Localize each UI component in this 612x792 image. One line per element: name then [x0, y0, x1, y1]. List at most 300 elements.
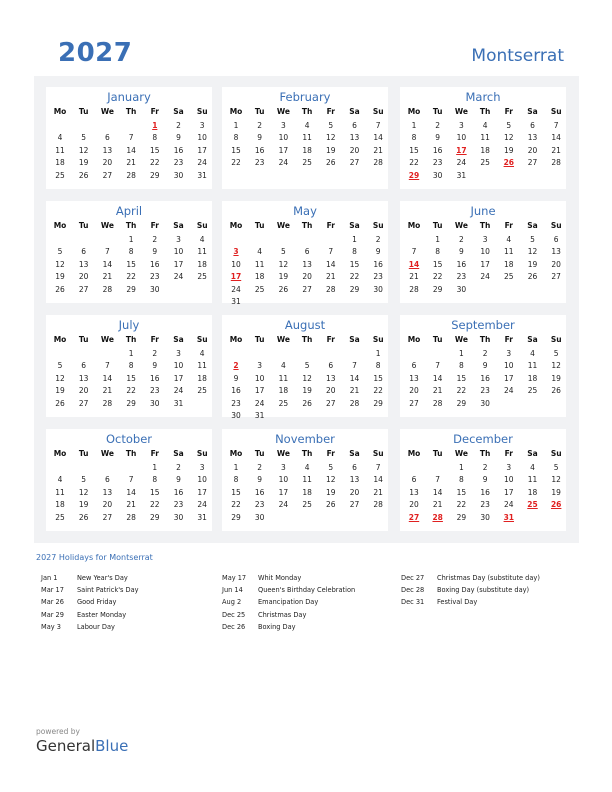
calendar-day: 19 [504, 145, 514, 155]
calendar-day: 2 [459, 235, 464, 244]
calendar-day: 20 [78, 386, 89, 396]
calendar-day: 24 [278, 500, 289, 510]
calendar-day: 16 [456, 259, 467, 269]
weekday-header [46, 335, 212, 347]
calendar-day: 15 [150, 145, 160, 155]
calendar-day: 5 [81, 133, 87, 143]
calendar-day: 12 [55, 373, 65, 383]
holiday-name: Christmas Day [258, 610, 307, 619]
calendar-day: 2 [257, 121, 263, 130]
calendar-day: 5 [328, 121, 334, 130]
weekday-label: We [454, 221, 468, 230]
weekday-label: Tu [254, 335, 265, 344]
calendar-day: 4 [506, 235, 512, 244]
calendar-day: 27 [102, 512, 113, 522]
calendar-day: 11 [197, 247, 207, 257]
calendar-day: 31 [197, 170, 207, 180]
weekday-header [222, 107, 388, 119]
calendar-day: 17 [197, 487, 207, 497]
calendar-day: 21 [349, 386, 360, 396]
calendar-day: 1 [128, 235, 134, 244]
weekday-label: Sa [173, 449, 184, 458]
calendar-day: 6 [530, 121, 535, 130]
holiday-date: 25 [527, 500, 538, 510]
weekday-label: Tu [78, 107, 89, 116]
calendar-day: 16 [254, 145, 265, 155]
month-title: September [451, 318, 515, 332]
calendar-day: 8 [459, 361, 464, 371]
weekday-label: Sa [349, 335, 360, 344]
calendar-day: 27 [349, 500, 360, 510]
weekday-header [46, 107, 212, 119]
calendar-day: 11 [55, 145, 65, 155]
calendar-day: 17 [504, 373, 514, 383]
calendar-day: 15 [231, 145, 241, 155]
calendar-day: 28 [432, 398, 443, 408]
calendar-day: 19 [278, 272, 289, 282]
calendar-day: 2 [375, 235, 381, 244]
calendar-day: 14 [326, 259, 336, 269]
weekday-label: Th [479, 221, 491, 230]
calendar-day: 30 [173, 512, 184, 522]
calendar-day: 13 [349, 475, 360, 485]
calendar-day: 18 [55, 158, 65, 168]
calendar-day: 30 [432, 170, 443, 180]
calendar-day: 15 [432, 259, 443, 269]
calendar-day: 21 [551, 145, 561, 155]
calendar-day: 19 [551, 487, 561, 497]
calendar-day: 18 [55, 500, 65, 510]
calendar-day: 31 [231, 297, 241, 306]
month-title: December [453, 432, 513, 446]
calendar-day: 13 [102, 487, 113, 497]
calendar-day: 7 [435, 475, 441, 485]
weekday-label: Su [372, 449, 384, 458]
weekday-label: Tu [254, 107, 265, 116]
calendar-day: 22 [150, 500, 160, 510]
month-february [222, 87, 388, 189]
calendar-day: 26 [278, 284, 289, 294]
calendar-day: 3 [482, 235, 488, 244]
calendar-day: 1 [233, 463, 239, 472]
calendar-day: 13 [78, 373, 89, 383]
calendar-day: 4 [57, 475, 63, 485]
calendar-day: 17 [504, 487, 514, 497]
calendar-day: 30 [373, 284, 383, 294]
calendar-day: 18 [302, 487, 312, 497]
weekday-header [400, 107, 566, 119]
calendar-day: 24 [231, 284, 241, 294]
calendar-day: 1 [459, 349, 464, 358]
month-may [222, 201, 388, 306]
weekday-header [46, 221, 212, 233]
calendar-day: 21 [409, 272, 419, 282]
weekday-label: Sa [349, 221, 360, 230]
weekday-label: Su [196, 335, 208, 344]
holiday-date: 2 [233, 361, 239, 371]
calendar-day: 22 [126, 272, 136, 282]
calendar-day: 19 [302, 386, 312, 396]
calendar-day: 29 [231, 512, 241, 522]
calendar-day: 9 [257, 133, 263, 143]
calendar-day: 25 [55, 170, 65, 180]
calendar-day: 8 [352, 247, 357, 257]
calendar-day: 19 [527, 259, 538, 269]
calendar-day: 8 [411, 133, 417, 143]
calendar-day: 25 [302, 500, 312, 510]
holiday-date-label: Mar 26 [41, 598, 64, 607]
weekday-label: Th [125, 107, 137, 116]
weekday-header [400, 449, 566, 461]
calendar-day: 15 [126, 373, 136, 383]
calendar-day: 9 [233, 373, 239, 383]
weekday-label: Sa [527, 335, 538, 344]
weekday-label: Th [301, 221, 313, 230]
calendar-day: 4 [199, 349, 205, 358]
calendar-day: 1 [435, 235, 441, 244]
calendar-day: 14 [373, 133, 383, 143]
weekday-label: Th [125, 221, 137, 230]
weekday-label: Mo [407, 449, 421, 458]
calendar-day: 3 [506, 463, 512, 472]
weekday-label: Fr [326, 449, 335, 458]
calendar-day: 7 [375, 463, 381, 472]
weekday-label: We [276, 449, 290, 458]
calendar-day: 14 [551, 133, 561, 143]
calendar-day: 27 [78, 284, 89, 294]
weekday-label: Mo [53, 221, 67, 230]
weekday-label: Sa [527, 449, 538, 458]
calendar-day: 14 [432, 487, 443, 497]
calendar-day: 23 [254, 500, 265, 510]
calendar-day: 30 [254, 512, 265, 522]
calendar-day: 9 [482, 361, 488, 371]
weekday-label: We [276, 107, 290, 116]
calendar-day: 20 [409, 386, 419, 396]
month-june [400, 201, 566, 303]
weekday-label: Fr [326, 335, 335, 344]
month-april [46, 201, 212, 303]
calendar-day: 3 [176, 235, 181, 244]
month-july [46, 315, 212, 417]
holiday-date-label: May 3 [41, 622, 61, 631]
calendar-day: 22 [126, 386, 136, 396]
calendar-day: 20 [302, 272, 312, 282]
calendar-day: 25 [254, 284, 265, 294]
calendar-day: 23 [173, 500, 184, 510]
calendar-day: 21 [373, 487, 383, 497]
calendar-day: 2 [435, 121, 441, 130]
calendar-day: 10 [456, 133, 467, 143]
calendar-day: 15 [150, 487, 160, 497]
calendar-day: 12 [527, 247, 538, 257]
calendar-day: 5 [506, 121, 512, 130]
calendar-day: 28 [326, 284, 336, 294]
calendar-day: 3 [257, 361, 263, 371]
calendar-day: 10 [278, 475, 289, 485]
calendar-day: 31 [254, 411, 265, 420]
calendar-day: 24 [197, 158, 207, 168]
calendar-day: 16 [150, 373, 160, 383]
month-title: May [293, 204, 317, 218]
calendar-day: 3 [199, 121, 205, 130]
calendar-day: 26 [527, 272, 538, 282]
calendar-day: 26 [326, 500, 336, 510]
weekday-label: Fr [504, 107, 513, 116]
month-september [400, 315, 566, 417]
weekday-label: Th [125, 335, 137, 344]
calendar-day: 24 [173, 386, 184, 396]
weekday-label: Tu [432, 221, 443, 230]
calendar-day: 28 [126, 512, 136, 522]
calendar-day: 1 [152, 463, 158, 472]
calendar-day: 8 [128, 361, 134, 371]
calendar-day: 25 [527, 386, 538, 396]
calendar-day: 12 [302, 373, 312, 383]
weekday-label: Fr [150, 221, 159, 230]
calendar-day: 4 [304, 463, 310, 472]
calendar-day: 29 [456, 398, 467, 408]
month-title: February [279, 90, 331, 104]
holiday-date-label: Mar 17 [41, 586, 64, 595]
weekday-label: Su [550, 335, 562, 344]
calendar-day: 11 [480, 133, 490, 143]
calendar-day: 10 [173, 247, 184, 257]
calendar-day: 9 [176, 475, 181, 485]
calendar-day: 12 [278, 259, 289, 269]
weekday-label: Sa [173, 107, 184, 116]
holiday-name: Good Friday [77, 598, 117, 607]
calendar-day: 27 [409, 398, 419, 408]
calendar-day: 4 [530, 349, 535, 358]
country-title: Montserrat [471, 46, 564, 66]
weekday-label: Th [301, 107, 313, 116]
calendar-day: 4 [281, 361, 286, 371]
holiday-name: New Year's Day [77, 574, 128, 582]
calendar-day: 15 [456, 373, 467, 383]
weekday-label: Su [196, 449, 208, 458]
weekday-label: Sa [173, 221, 184, 230]
calendar-day: 19 [55, 272, 65, 282]
weekday-label: Sa [527, 107, 538, 116]
calendar-day: 29 [126, 284, 136, 294]
calendar-day: 19 [326, 145, 336, 155]
calendar-day: 5 [281, 247, 286, 257]
calendar-day: 15 [373, 373, 383, 383]
calendar-day: 17 [197, 145, 207, 155]
calendar-day: 11 [55, 487, 65, 497]
holiday-date: 1 [152, 121, 158, 130]
weekday-label: Tu [78, 221, 89, 230]
calendar-day: 20 [78, 272, 89, 282]
calendar-day: 3 [281, 121, 286, 130]
calendar-day: 10 [173, 361, 184, 371]
calendar-day: 5 [57, 361, 63, 371]
calendar-day: 10 [480, 247, 490, 257]
weekday-label: Fr [326, 107, 335, 116]
calendar-day: 26 [551, 386, 561, 396]
holiday-name: Festival Day [437, 598, 478, 607]
holiday-date-label: Dec 28 [401, 586, 425, 595]
calendar-day: 21 [432, 500, 443, 510]
weekday-label: Fr [326, 221, 335, 230]
calendar-day: 6 [411, 361, 417, 371]
calendar-day: 27 [326, 398, 336, 408]
calendar-day: 29 [456, 512, 467, 522]
weekday-label: Fr [504, 221, 513, 230]
calendar-day: 28 [373, 158, 383, 168]
calendar-day: 13 [78, 259, 89, 269]
holiday-name: Labour Day [77, 622, 115, 631]
calendar-day: 16 [231, 386, 241, 396]
calendar-day: 23 [150, 272, 160, 282]
weekday-label: Mo [407, 335, 421, 344]
calendar-day: 18 [527, 373, 538, 383]
calendar-day: 25 [197, 272, 207, 282]
calendar-day: 31 [456, 170, 467, 180]
calendar-day: 6 [105, 133, 110, 143]
calendar-day: 12 [326, 475, 336, 485]
calendar-day: 4 [57, 133, 63, 143]
calendar-day: 25 [504, 272, 514, 282]
weekday-header [222, 449, 388, 461]
logo-text-blue: Blue [95, 737, 129, 755]
calendar-grid [34, 76, 579, 543]
calendar-day: 17 [173, 373, 184, 383]
holiday-date: 26 [550, 500, 562, 510]
calendar-day: 18 [504, 259, 514, 269]
calendar-day: 7 [328, 247, 334, 257]
calendar-day: 19 [78, 500, 89, 510]
calendar-day: 23 [373, 272, 383, 282]
holiday-date-label: May 17 [222, 574, 247, 582]
calendar-day: 7 [128, 133, 134, 143]
holiday-name: Whit Monday [258, 574, 302, 582]
calendar-day: 13 [409, 487, 419, 497]
calendar-day: 6 [328, 361, 334, 371]
holiday-name: Easter Monday [77, 610, 127, 619]
calendar-day: 8 [435, 247, 441, 257]
calendar-day: 22 [231, 158, 241, 168]
calendar-day: 18 [480, 145, 490, 155]
holidays-title: 2027 Holidays for Montserrat [36, 553, 153, 562]
calendar-day: 13 [102, 145, 113, 155]
calendar-day: 11 [197, 361, 207, 371]
calendar-day: 12 [55, 259, 65, 269]
calendar-day: 21 [102, 272, 113, 282]
calendar-day: 1 [128, 349, 134, 358]
calendar-day: 21 [373, 145, 383, 155]
calendar-day: 20 [349, 487, 360, 497]
calendar-day: 26 [78, 512, 89, 522]
calendar-day: 13 [551, 247, 561, 257]
calendar-day: 28 [102, 398, 113, 408]
calendar-day: 11 [527, 475, 538, 485]
calendar-day: 23 [480, 500, 490, 510]
calendar-day: 23 [254, 158, 265, 168]
calendar-day: 18 [302, 145, 312, 155]
calendar-day: 16 [480, 487, 490, 497]
weekday-label: Th [479, 107, 491, 116]
calendar-day: 23 [432, 158, 443, 168]
holiday-date: 28 [432, 512, 443, 522]
calendar-day: 10 [278, 133, 289, 143]
weekday-label: Tu [432, 335, 443, 344]
calendar-day: 20 [349, 145, 360, 155]
powered-by-text: powered by [36, 727, 80, 736]
holiday-date-label: Mar 29 [41, 610, 64, 619]
calendar-day: 11 [504, 247, 514, 257]
calendar-day: 28 [551, 158, 561, 168]
weekday-label: Su [196, 107, 208, 116]
weekday-label: Su [550, 107, 562, 116]
calendar-day: 26 [78, 170, 89, 180]
calendar-day: 17 [278, 145, 289, 155]
calendar-day: 22 [456, 500, 467, 510]
calendar-day: 11 [278, 373, 289, 383]
month-title: July [118, 318, 140, 332]
weekday-label: Tu [78, 335, 89, 344]
holiday-name: Christmas Day (substitute day) [437, 574, 540, 582]
generalblue-logo[interactable] [36, 737, 128, 755]
calendar-day: 23 [480, 386, 490, 396]
calendar-day: 7 [105, 361, 110, 371]
logo-text-general: General [36, 737, 96, 755]
calendar-day: 12 [78, 487, 89, 497]
calendar-day: 10 [504, 361, 514, 371]
calendar-day: 28 [102, 284, 113, 294]
calendar-day: 10 [197, 475, 207, 485]
calendar-day: 9 [375, 247, 381, 257]
weekday-label: Fr [150, 107, 159, 116]
weekday-label: We [100, 335, 114, 344]
calendar-day: 8 [152, 475, 158, 485]
calendar-day: 15 [409, 145, 419, 155]
month-title: March [465, 90, 501, 104]
weekday-label: Sa [349, 449, 360, 458]
weekday-label: Tu [254, 221, 265, 230]
month-march [400, 87, 566, 189]
calendar-day: 24 [504, 500, 514, 510]
calendar-day: 30 [173, 170, 184, 180]
calendar-day: 30 [480, 398, 490, 408]
holiday-date: 31 [503, 512, 515, 522]
weekday-label: We [454, 449, 468, 458]
calendar-day: 27 [102, 170, 113, 180]
weekday-label: Tu [78, 449, 89, 458]
weekday-label: Su [372, 335, 384, 344]
weekday-label: We [100, 107, 114, 116]
weekday-label: Th [125, 449, 137, 458]
calendar-day: 16 [373, 259, 383, 269]
calendar-day: 22 [373, 386, 383, 396]
weekday-label: Su [550, 449, 562, 458]
calendar-day: 24 [173, 272, 184, 282]
calendar-day: 5 [553, 463, 559, 472]
calendar-day: 26 [326, 158, 336, 168]
weekday-label: Tu [432, 107, 443, 116]
year-title: 2027 [58, 38, 133, 68]
holiday-date-label: Jun 14 [222, 586, 243, 595]
calendar-day: 23 [456, 272, 467, 282]
calendar-day: 12 [326, 133, 336, 143]
weekday-header [46, 449, 212, 461]
weekday-label: Tu [432, 449, 443, 458]
weekday-label: Th [479, 335, 491, 344]
calendar-day: 27 [78, 398, 89, 408]
month-title: January [107, 90, 151, 104]
calendar-day: 19 [326, 487, 336, 497]
